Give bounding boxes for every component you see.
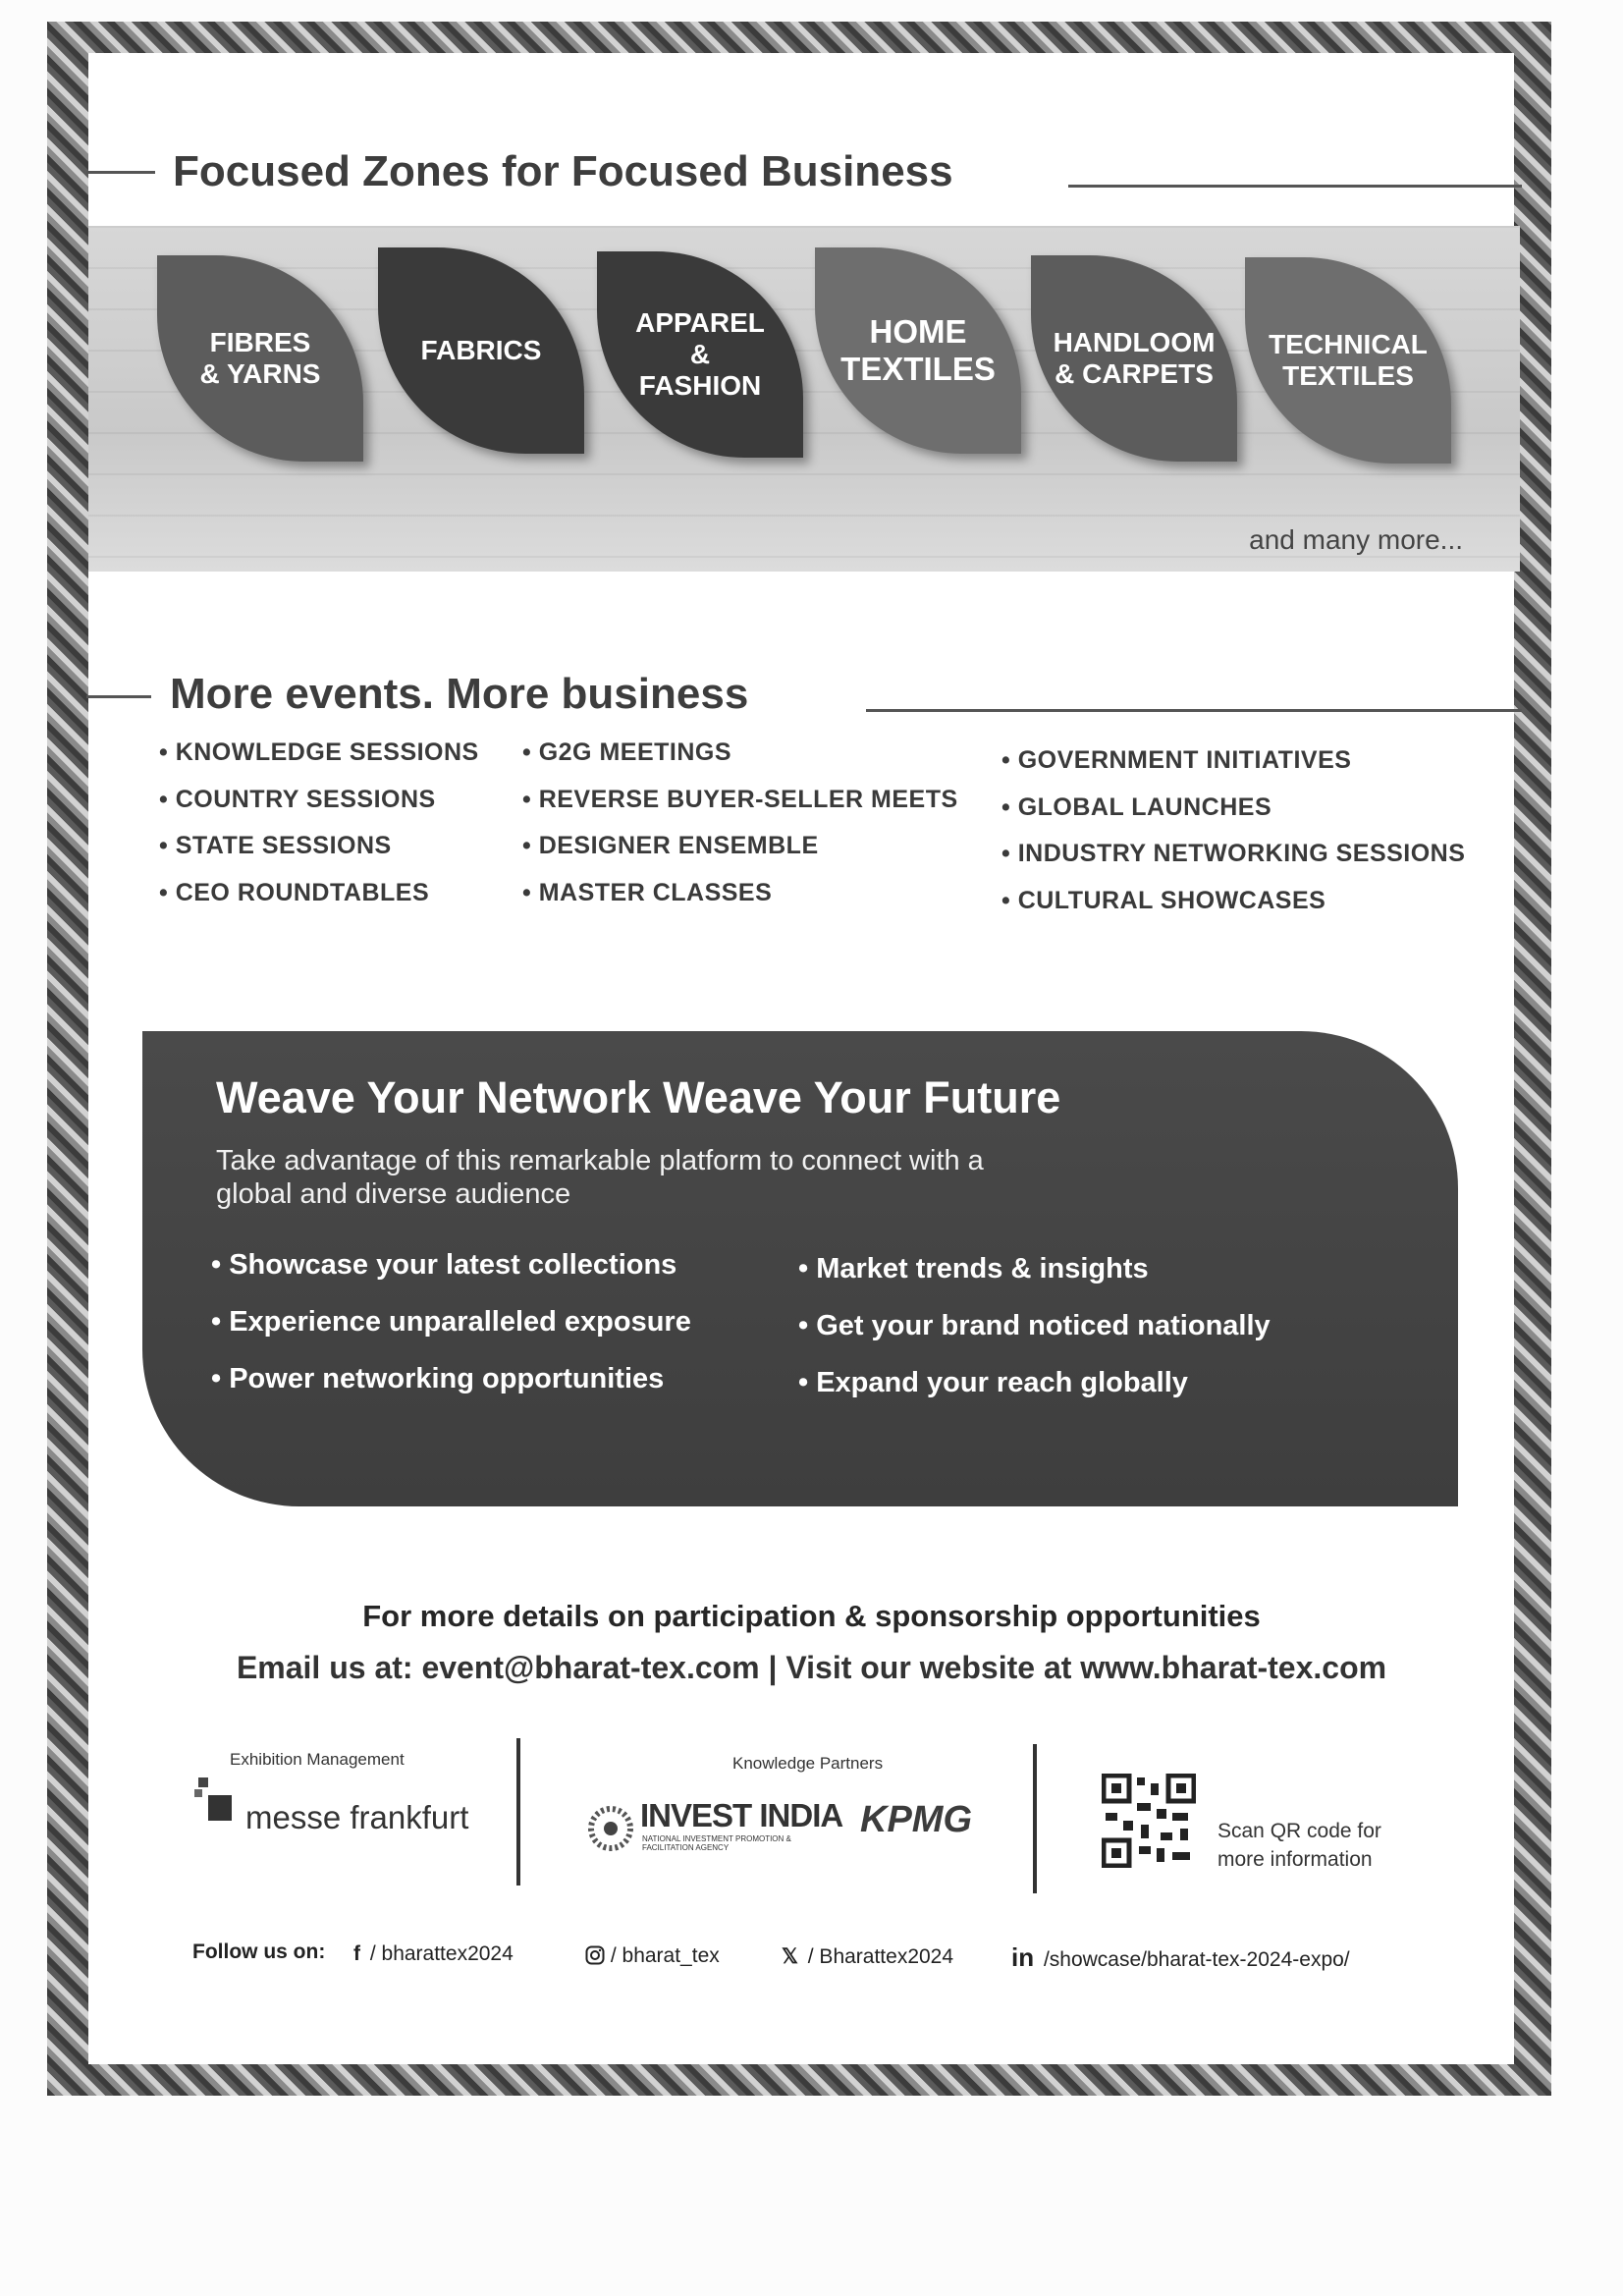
event-item: • CEO ROUNDTABLES: [159, 878, 430, 906]
events-title-rule-left: [86, 695, 151, 698]
instagram-icon: [585, 1945, 605, 1965]
knowledge-partners-label: Knowledge Partners: [732, 1754, 884, 1773]
network-title: Weave Your Network Weave Your Future: [216, 1072, 1061, 1122]
event-item: • INDUSTRY NETWORKING SESSIONS: [1001, 840, 1466, 867]
x-icon: 𝕏: [782, 1945, 798, 1968]
zone-label: APPAREL & FASHION: [635, 306, 765, 402]
zone-fibres-yarns: [157, 255, 363, 462]
events-column-3: [1001, 746, 1465, 933]
social-linkedin[interactable]: [1011, 1942, 1350, 1973]
contact-heading: For more details on participation & sponsorship opportunities: [362, 1599, 1261, 1633]
qr-caption: [1217, 1817, 1381, 1874]
event-item: • MASTER CLASSES: [522, 878, 773, 906]
zone-label: HANDLOOM & CARPETS: [1053, 326, 1216, 389]
zones-band: [88, 226, 1520, 572]
linkedin-icon: in: [1011, 1942, 1035, 1972]
social-facebook[interactable]: [353, 1942, 514, 1966]
benefit-item: • Get your brand noticed nationally: [798, 1310, 1271, 1341]
zone-label: TECHNICAL TEXTILES: [1269, 328, 1428, 391]
zone-label: FIBRES & YARNS: [199, 326, 321, 389]
event-item: • COUNTRY SESSIONS: [159, 785, 436, 813]
facebook-handle: / bharattex2024: [369, 1942, 514, 1965]
qr-code-icon[interactable]: [1102, 1774, 1196, 1868]
network-benefits-right: [798, 1253, 1271, 1424]
social-x[interactable]: [782, 1944, 953, 1969]
zone-label: HOME TEXTILES: [840, 313, 996, 387]
events-column-1: [159, 738, 479, 925]
network-benefits-left: [211, 1249, 691, 1420]
zone-fabrics: [378, 247, 584, 454]
benefit-item: • Power networking opportunities: [211, 1363, 665, 1394]
benefit-item: • Experience unparalleled exposure: [211, 1306, 691, 1338]
events-title: More events. More business: [170, 670, 749, 718]
benefit-item: • Expand your reach globally: [798, 1367, 1188, 1398]
qr-caption-line-1: Scan QR code for: [1217, 1820, 1381, 1842]
benefit-item: • Market trends & insights: [798, 1253, 1149, 1285]
zone-home-textiles: [815, 247, 1021, 454]
linkedin-handle: /showcase/bharat-tex-2024-expo/: [1043, 1948, 1350, 1971]
qr-caption-line-2: more information: [1217, 1848, 1373, 1871]
event-item: • GLOBAL LAUNCHES: [1001, 793, 1272, 821]
event-item: • STATE SESSIONS: [159, 832, 392, 859]
event-item: • DESIGNER ENSEMBLE: [522, 832, 819, 859]
invest-india-name: INVEST INDIA: [640, 1797, 843, 1833]
event-item: • GOVERNMENT INITIATIVES: [1001, 746, 1352, 774]
events-column-2: [522, 738, 958, 925]
zones-more-text: and many more...: [1249, 524, 1463, 555]
invest-india-tagline: NATIONAL INVESTMENT PROMOTION & FACILITATION AGENCY: [642, 1834, 791, 1852]
messe-frankfurt-logo-icon: [194, 1777, 236, 1825]
zones-title-rule-left: [86, 171, 155, 174]
facebook-icon: f: [353, 1942, 360, 1965]
zones-title: Focused Zones for Focused Business: [173, 147, 953, 195]
partner-divider-1: [516, 1738, 520, 1886]
instagram-handle: / bharat_tex: [610, 1944, 720, 1967]
messe-frankfurt-name: messe frankfurt: [245, 1799, 469, 1835]
zone-label: FABRICS: [420, 334, 542, 365]
social-instagram[interactable]: [585, 1944, 720, 1968]
event-item: • KNOWLEDGE SESSIONS: [159, 738, 479, 766]
zone-apparel-fashion: [597, 251, 803, 458]
kpmg-logo: KPMG: [860, 1799, 972, 1840]
contact-line[interactable]: Email us at: event@bharat-tex.com | Visit our website at www.bharat-tex.com: [236, 1650, 1387, 1685]
benefit-item: • Showcase your latest collections: [211, 1249, 677, 1281]
follow-us-label: Follow us on:: [192, 1941, 326, 1963]
event-item: • G2G MEETINGS: [522, 738, 732, 766]
exhibition-management-label: Exhibition Management: [230, 1750, 405, 1769]
network-banner: [142, 1031, 1458, 1506]
event-item: • REVERSE BUYER-SELLER MEETS: [522, 785, 958, 813]
partner-divider-2: [1033, 1744, 1037, 1893]
event-item: • CULTURAL SHOWCASES: [1001, 886, 1326, 914]
zone-handloom-carpets: [1031, 255, 1237, 462]
events-title-rule-right: [866, 709, 1522, 712]
network-subtitle: Take advantage of this remarkable platform to connect with a global and diverse audience: [216, 1145, 984, 1210]
zones-title-rule-right: [1068, 185, 1522, 188]
x-handle: / Bharattex2024: [807, 1945, 954, 1968]
invest-india-logo-icon: [587, 1805, 634, 1852]
zone-technical-textiles: [1245, 257, 1451, 464]
